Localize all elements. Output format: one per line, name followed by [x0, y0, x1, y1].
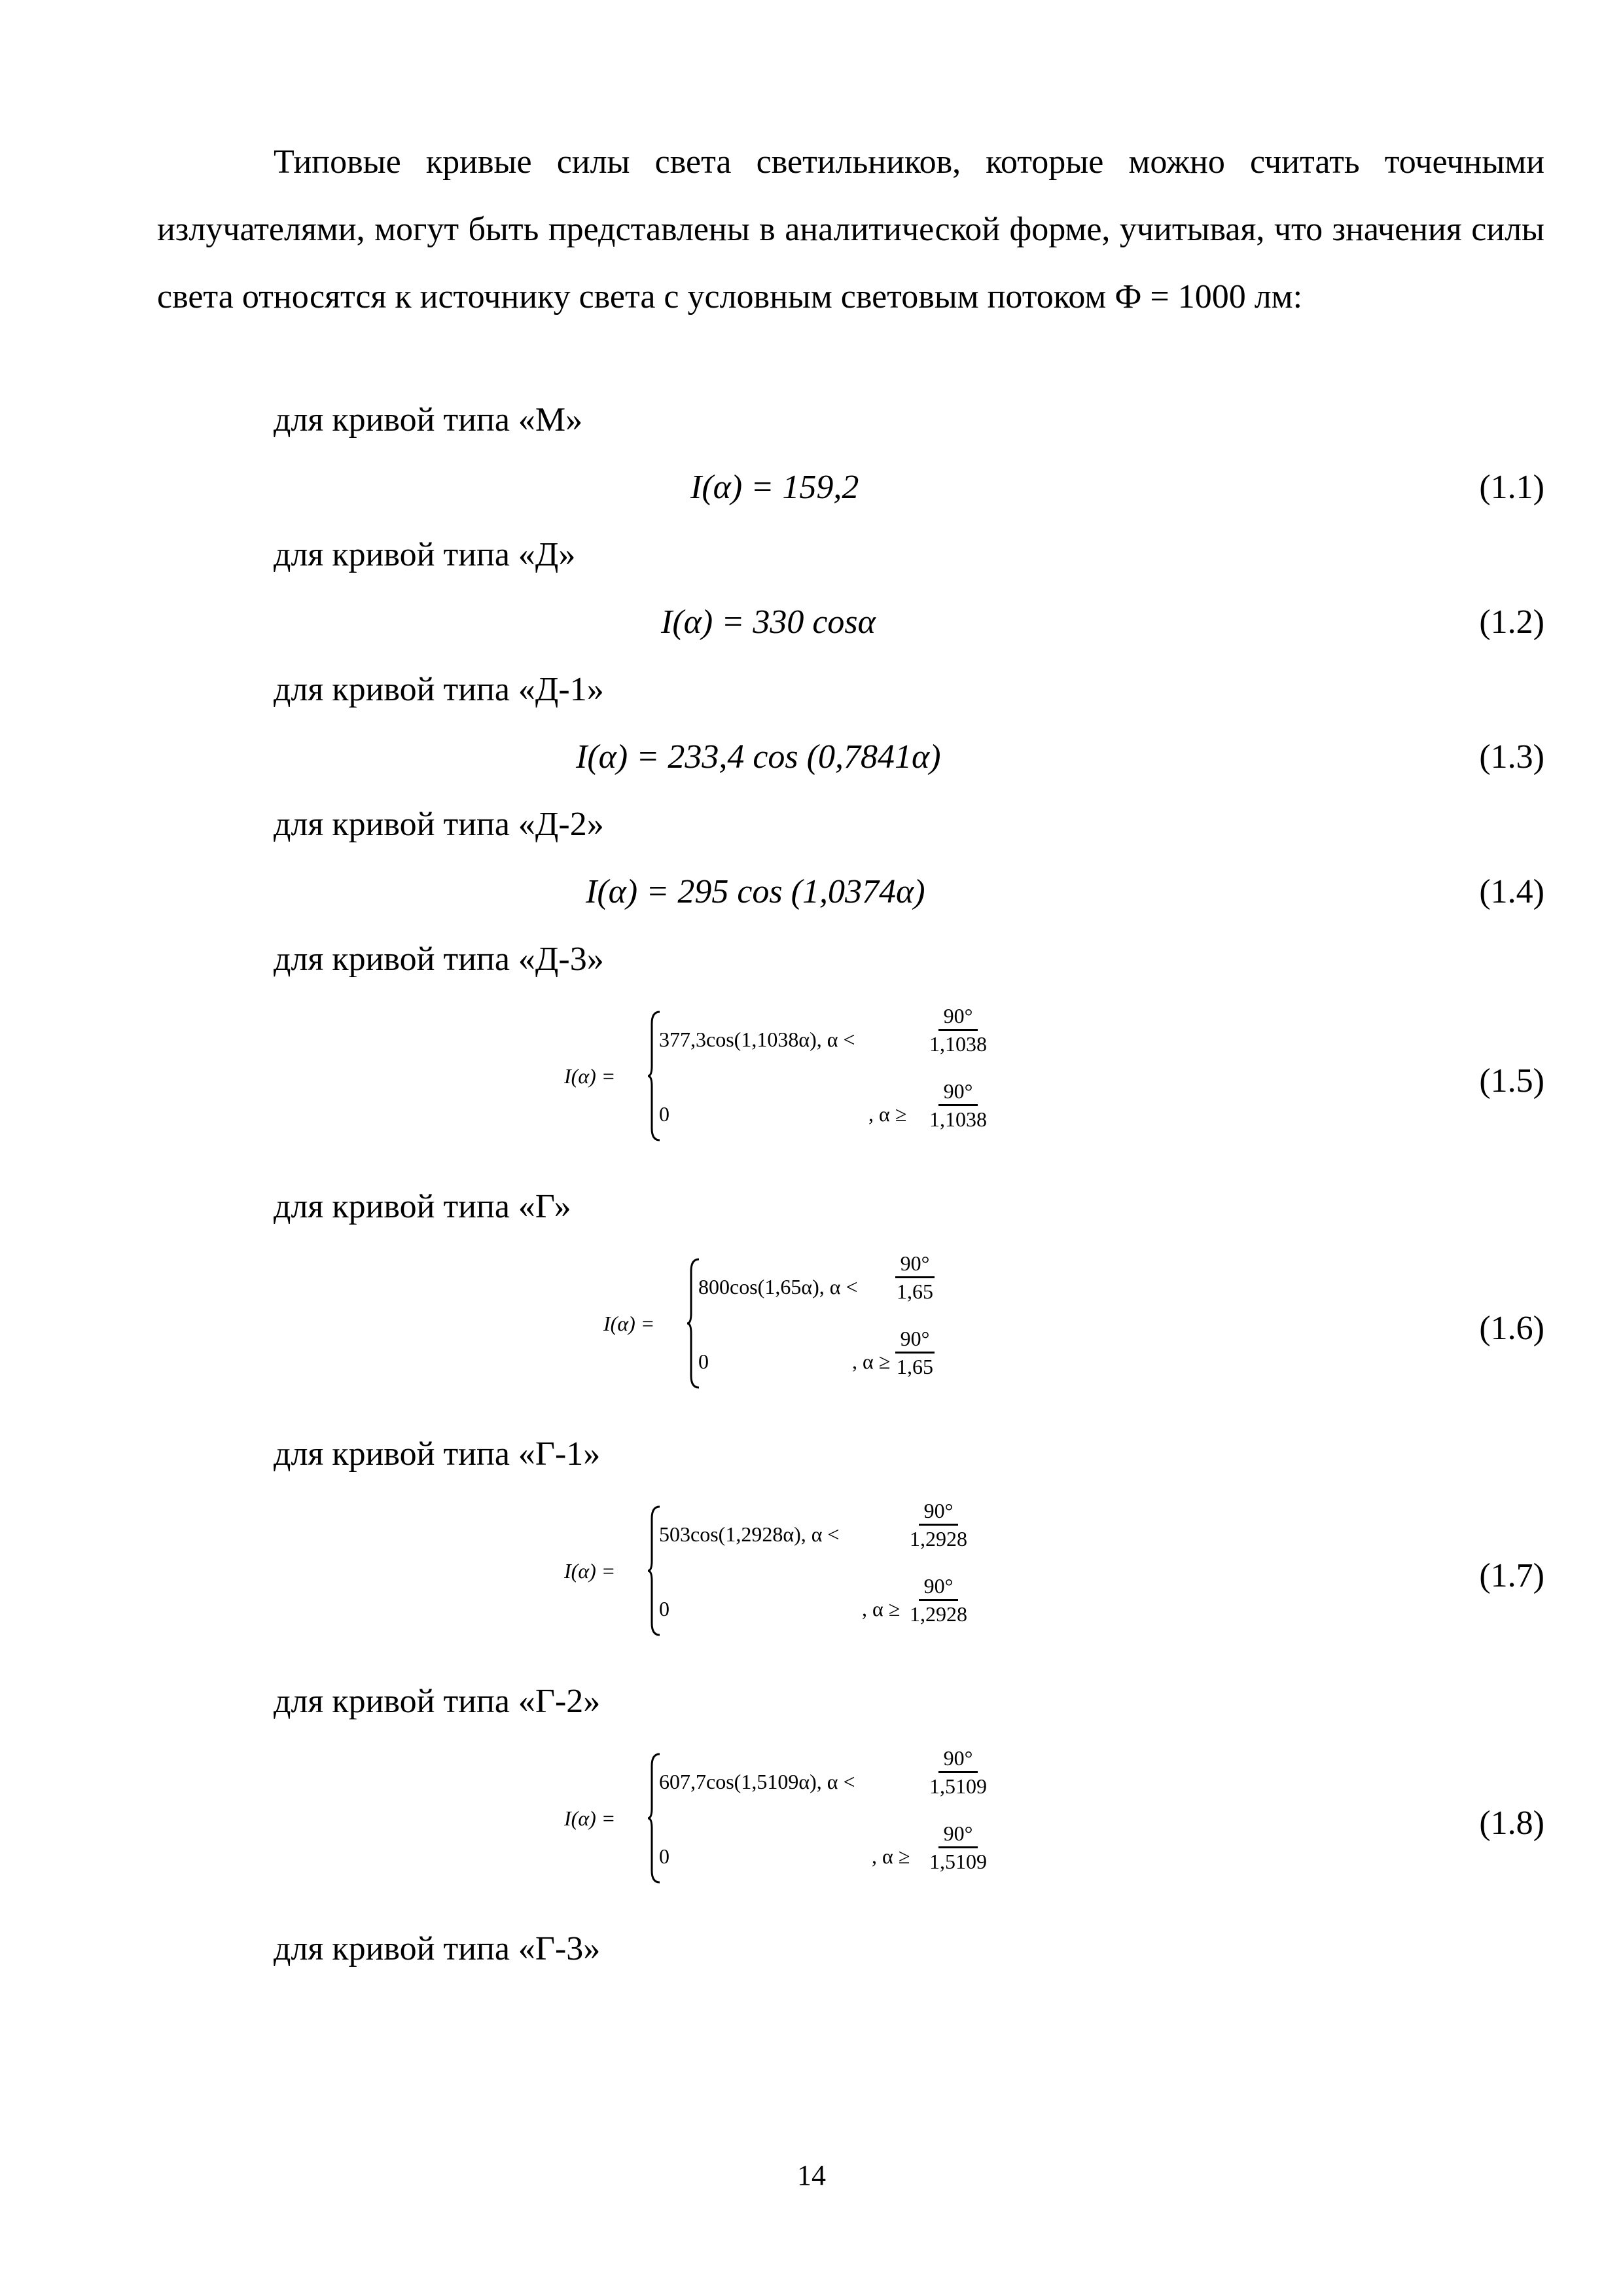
fraction-denominator: 1,2928 [910, 1527, 967, 1551]
equation-number: (1.6) [1479, 1310, 1544, 1347]
equation-number: (1.8) [1479, 1804, 1544, 1842]
fraction-numerator: 90° [919, 1498, 959, 1526]
formula-1-4: I(α) = 295 cos (1,0374α) [586, 873, 925, 910]
equation-number: (1.5) [1479, 1062, 1544, 1100]
equation-number: (1.3) [1479, 738, 1544, 776]
intro-paragraph: Типовые кривые силы света светильников, которые можно считать точечными излучателями, могут быть представлены в аналитической форме, учитывая, что значения силы света относятся к источнику света с условным световым потоком Ф = 1000 лм: [157, 143, 1544, 315]
fraction-numerator: 90° [938, 1003, 978, 1031]
fraction-denominator: 1,5109 [929, 1850, 987, 1873]
formula-lhs: I(α) = [603, 1312, 655, 1335]
fraction-denominator: 1,2928 [910, 1602, 967, 1626]
piecewise-formula-1-7 [564, 1498, 1009, 1655]
fraction-numerator: 90° [895, 1250, 935, 1278]
curve-label-g1: для кривой типа «Г-1» [274, 1435, 601, 1473]
case-2-condition: , α ≥ [862, 1597, 901, 1621]
case-1: 800cos(1,65α), α < [698, 1275, 858, 1299]
case-2: 0 [698, 1350, 709, 1373]
fraction-numerator: 90° [938, 1745, 978, 1773]
fraction-denominator: 1,5109 [929, 1774, 987, 1798]
piecewise-formula-1-5 [564, 1003, 1022, 1160]
piecewise-formula-1-8 [564, 1745, 1022, 1902]
fraction-denominator: 1,65 [897, 1280, 933, 1303]
curve-label-d3: для кривой типа «Д-3» [274, 941, 604, 978]
formula-1-3: I(α) = 233,4 cos (0,7841α) [576, 738, 941, 776]
fraction-denominator: 1,1038 [929, 1107, 987, 1131]
equation-number: (1.7) [1479, 1557, 1544, 1594]
curve-label-g2: для кривой типа «Г-2» [274, 1683, 601, 1720]
case-1: 377,3cos(1,1038α), α < [659, 1028, 855, 1051]
formula-1-2: I(α) = 330 cosα [661, 603, 876, 641]
fraction [924, 1745, 992, 1799]
case-2-condition: , α ≥ [852, 1350, 891, 1373]
fraction [891, 1325, 938, 1380]
fraction-denominator: 1,65 [897, 1355, 933, 1378]
fraction [891, 1250, 938, 1304]
curve-label-g3: для кривой типа «Г-3» [274, 1930, 601, 1967]
case-1: 503cos(1,2928α), α < [659, 1522, 840, 1546]
fraction [904, 1573, 972, 1627]
case-2: 0 [659, 1102, 669, 1126]
page-number: 14 [797, 2159, 826, 2191]
curve-label-g: для кривой типа «Г» [274, 1188, 571, 1225]
equation-number: (1.2) [1479, 603, 1544, 641]
fraction [904, 1498, 972, 1552]
fraction [924, 1820, 992, 1874]
case-2: 0 [659, 1597, 669, 1621]
curve-label-d1: для кривой типа «Д-1» [274, 671, 604, 708]
piecewise-formula-1-6 [603, 1250, 996, 1407]
fraction-numerator: 90° [895, 1325, 935, 1354]
formula-lhs: I(α) = [564, 1064, 616, 1088]
case-2-condition: , α ≥ [868, 1102, 907, 1126]
curve-label-m: для кривой типа «М» [274, 401, 583, 439]
formula-1-1: I(α) = 159,2 [690, 469, 859, 506]
fraction-denominator: 1,1038 [929, 1032, 987, 1056]
equation-number: (1.4) [1479, 873, 1544, 910]
curve-label-d: для кривой типа «Д» [274, 536, 576, 573]
fraction [924, 1078, 992, 1132]
fraction [924, 1003, 992, 1057]
case-2: 0 [659, 1844, 669, 1868]
fraction-numerator: 90° [938, 1078, 978, 1106]
formula-lhs: I(α) = [564, 1806, 616, 1830]
formula-lhs: I(α) = [564, 1559, 616, 1583]
fraction-numerator: 90° [938, 1820, 978, 1848]
fraction-numerator: 90° [919, 1573, 959, 1601]
equation-number: (1.1) [1479, 469, 1544, 506]
curve-label-d2: для кривой типа «Д-2» [274, 806, 604, 843]
case-2-condition: , α ≥ [872, 1844, 910, 1868]
case-1: 607,7cos(1,5109α), α < [659, 1770, 855, 1793]
